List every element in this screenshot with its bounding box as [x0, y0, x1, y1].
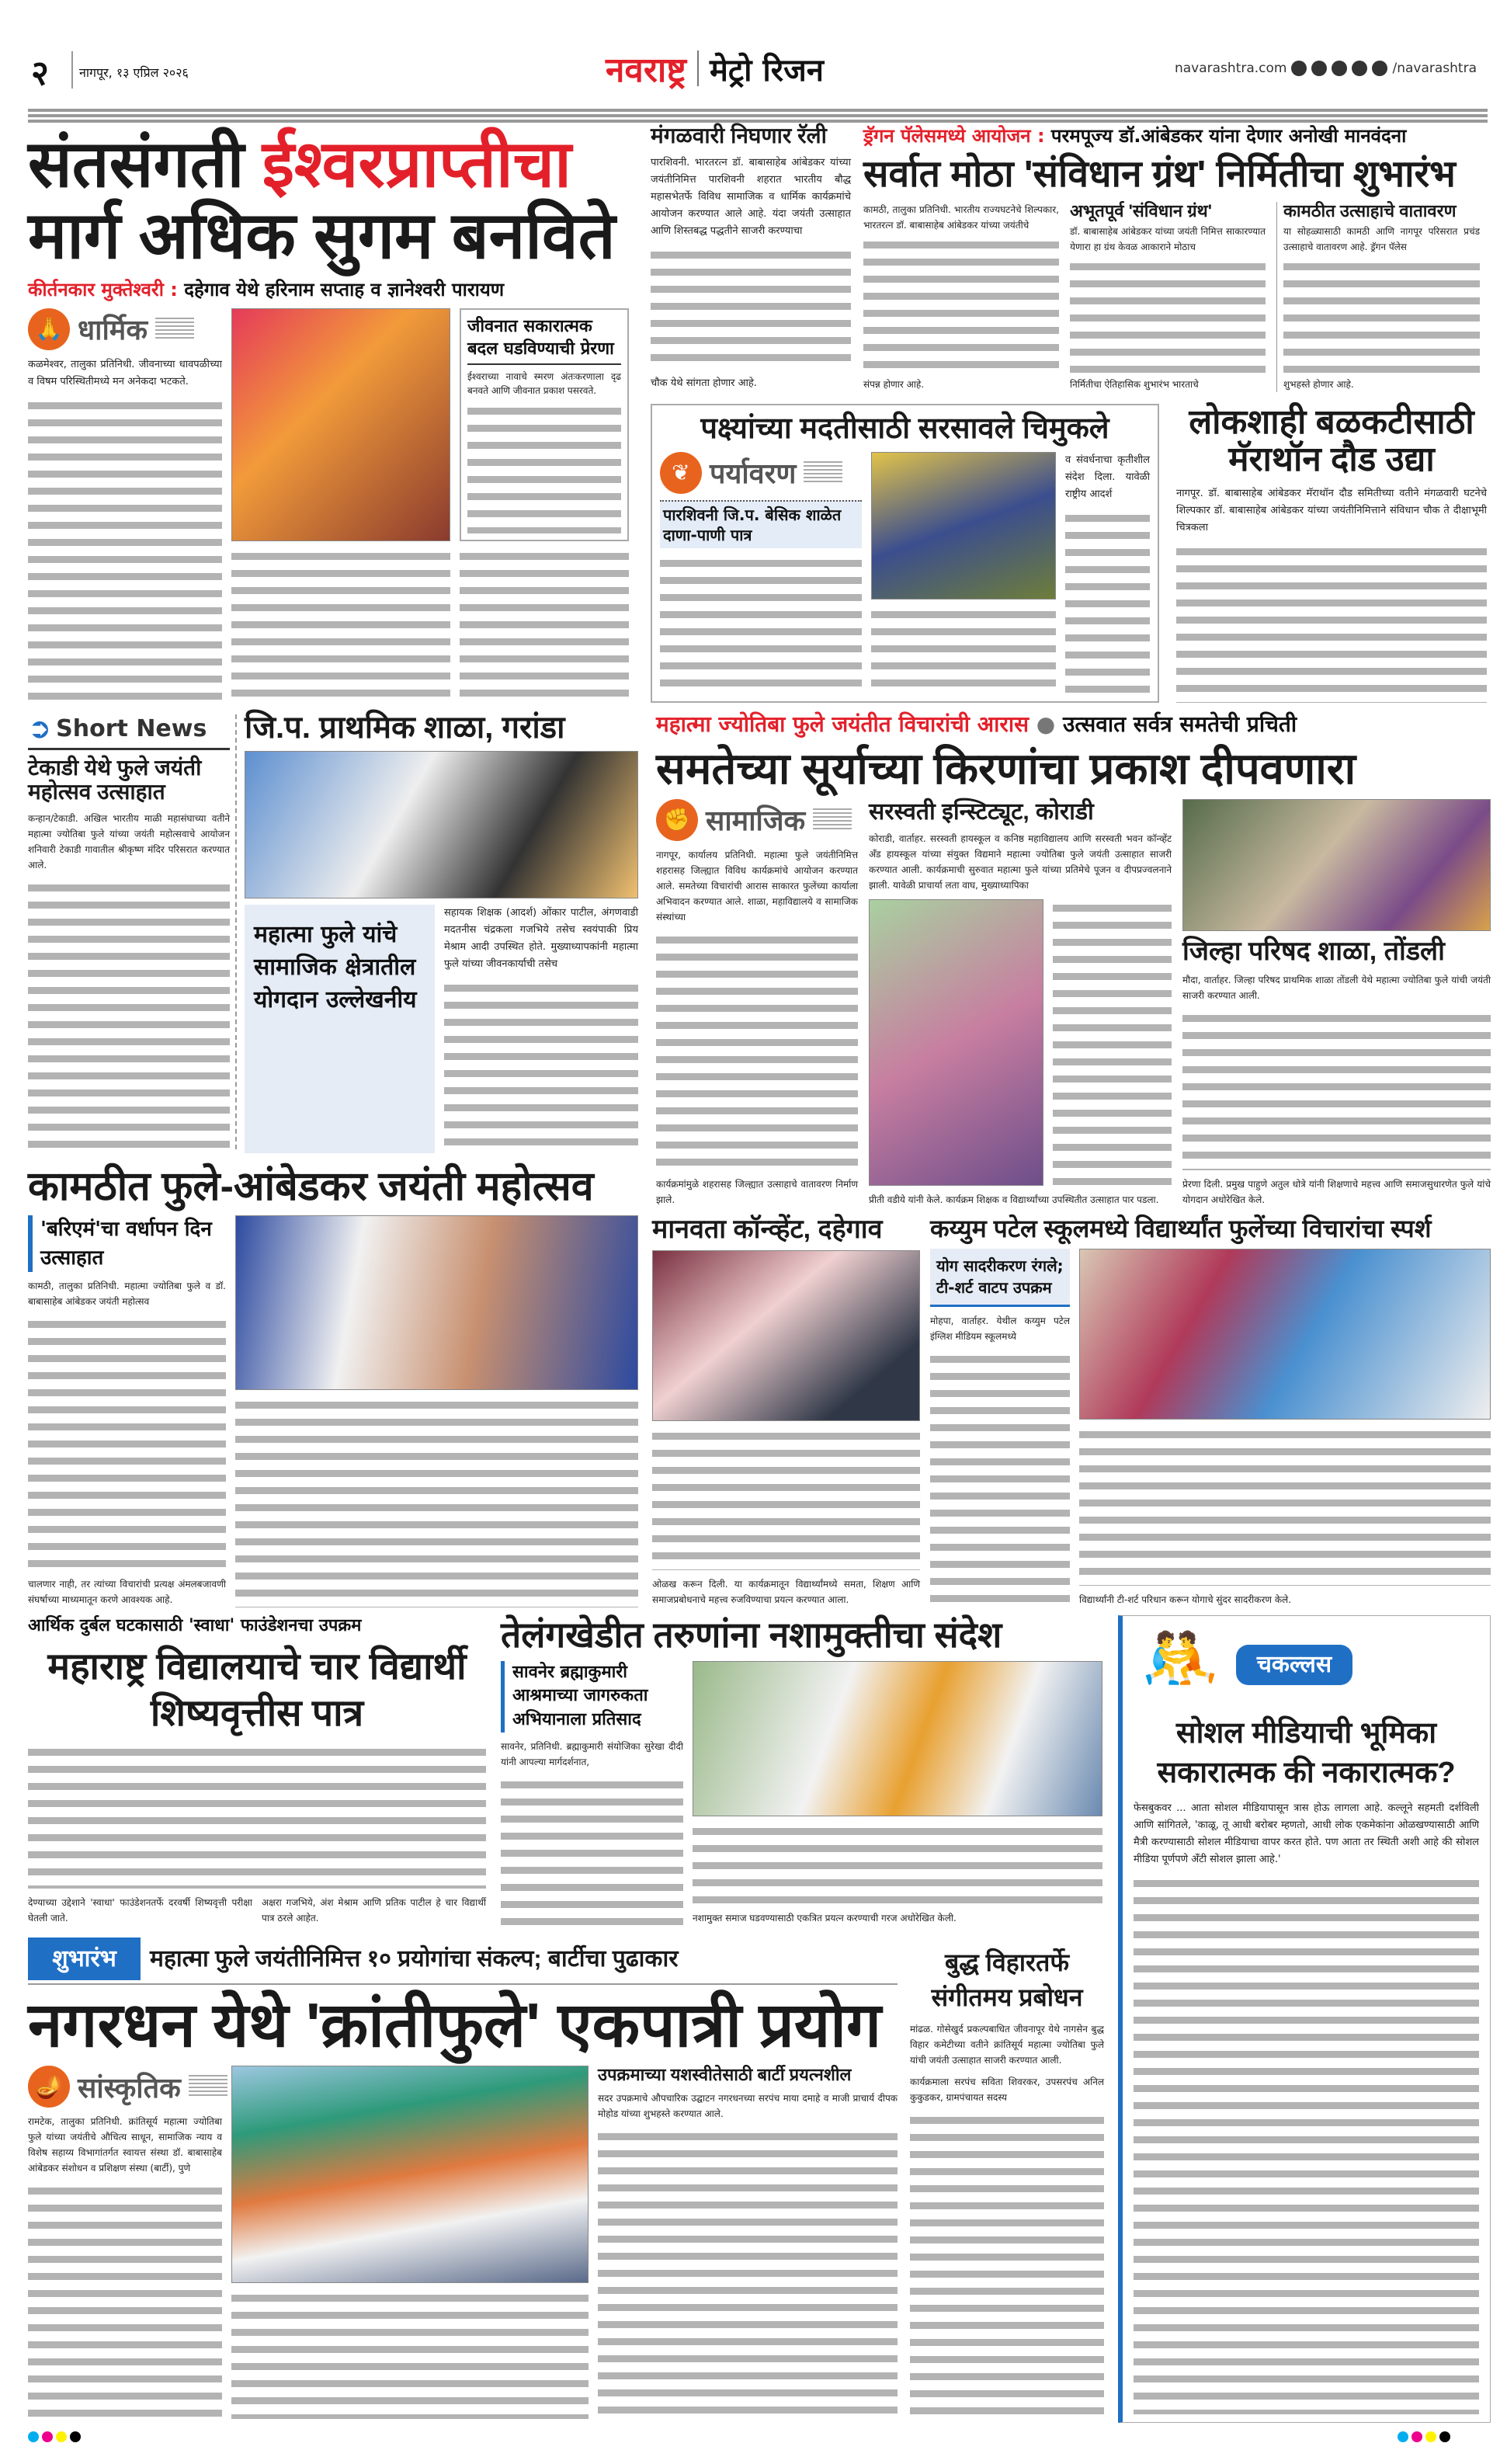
rally-text [651, 246, 851, 369]
nagardhan-body: रामटेक, तालुका प्रतिनिधी. क्रांतिसूर्य महात्मा ज्योतिबा फुले यांच्या जयंतीचे औचित्य साधून, सामाजिक न्याय व विशेष सहाय्य विभागांतर्गत स्वायत्त संस्था डॉ. बाबासाहेब आंबेडकर संशोधन व प्रशिक्षण संस्था (बार्टी), पुणे [28, 2116, 222, 2174]
kamthi-headline: कामठीत फुले-आंबेडकर जयंती महोत्सव [28, 1164, 594, 1209]
samvidhan-col3-end: शुभहस्ते होणार आहे. [1283, 379, 1354, 390]
garanda-box: महात्मा फुले यांचे सामाजिक क्षेत्रातील योगदान उल्लेखनीय [245, 905, 435, 1153]
kayyum-text-2 [1079, 1426, 1491, 1586]
instagram-icon[interactable] [1311, 61, 1327, 76]
manavata-photo [652, 1250, 920, 1421]
rally-body: पारशिवनी. भारतरत्न डॉ. बाबासाहेब आंबेडकर यांच्या जयंतीनिमित्त पारशिवनी शहरात भारतीय बौद्ध महासभेतर्फे विविध सामाजिक व धार्मिक कार्यक्रमांचे आयोजन करण्यात आले आहे. यंदा जयंती उत्साहात आणि शिस्तबद्ध पद्धतीने साजरी करण्याचा [651, 156, 851, 237]
x-icon[interactable] [1332, 61, 1347, 76]
garanda-story [245, 711, 638, 1153]
lead-body: कळमेश्वर, तालुका प्रतिनिधी. जीवनाच्या धावपळीच्या व विषम परिस्थितीमध्ये मन अनेकदा भटकते. [28, 358, 222, 387]
tondli-body: मौदा, वार्ताहर. जिल्हा परिषद प्राथमिक शाळा तोंडली येथे महात्मा ज्योतिबा फुले यांची जयंती साजरी करण्यात आली. [1182, 975, 1491, 1002]
divider [71, 51, 73, 89]
lead-sidebar-title: जीवनात सकारात्मक बदल घडविण्याची प्रेरणा [467, 316, 621, 365]
registration-marks [1398, 2431, 1453, 2445]
section-badge-samajik [656, 799, 858, 841]
lead-headline-line2: मार्ग अधिक सुगम बनविते [28, 199, 616, 273]
kayyum-box: योग सादरीकरण रंगले; टी-शर्ट वाटप उपक्रम [930, 1249, 1070, 1307]
lead-kicker-red: कीर्तनकार मुक्तेश्वरी : [28, 278, 178, 301]
chakallas-badge: चकल्लस [1236, 1645, 1352, 1685]
section-badge-paryavaran [660, 452, 862, 494]
barti-text [598, 2128, 898, 2419]
social-bar [1175, 61, 1477, 76]
samata-body: नागपूर, कार्यालय प्रतिनिधी. महात्मा फुले जयंतीनिमित्त शहरासह जिल्ह्यात विविध कार्यक्रमांचे आयोजन करण्यात आले. समतेच्या विचारांची आरास साकारत फुलेंच्या कार्याला अभिवादन करण्यात आले. शाळा, महाविद्यालये व सामाजिक संस्थांच्या [656, 849, 858, 923]
section-label: सांस्कृतिक [78, 2071, 181, 2104]
lead-sidebar [460, 308, 629, 541]
koradi-text [1053, 899, 1172, 1186]
garanda-headline: जि.प. प्राथमिक शाळा, गरांडा [245, 711, 565, 745]
telangkhedi-photo [693, 1661, 1102, 1816]
registration-marks [28, 2431, 84, 2445]
samata-body-end: कार्यक्रमांमुळे शहरासह जिल्ह्यात उत्साहाचे वातावरण निर्माण झाले. [656, 1179, 858, 1205]
nagardhan-story [28, 1937, 898, 2419]
scholarship-body: देण्याच्या उद्देशाने 'स्वाधा' फाउंडेशनतर्फे दरवर्षी शिष्यवृत्ती परीक्षा घेतली जाते. [28, 1897, 252, 1924]
lead-body-text-2 [231, 547, 450, 703]
samata-headline: समतेच्या सूर्याच्या किरणांचा प्रकाश दीपवणारा [656, 744, 1356, 794]
birds-text-2 [871, 606, 1056, 693]
samvidhan-col1-end: संपन्न होणार आहे. [863, 379, 925, 390]
kamthi-box: 'बरिएमं'चा वर्धापन दिन उत्साहात [28, 1215, 226, 1272]
section-badge-dharmik [28, 308, 222, 350]
leaf-icon: ❦ [660, 452, 702, 494]
kayyum-story [930, 1215, 1491, 1607]
edition-date: नागपूर, १३ एप्रिल २०२६ [79, 65, 189, 80]
section-badge-sanskritik [28, 2066, 222, 2108]
tondli-text [1182, 1010, 1491, 1170]
nagardhan-headline: नगरधन येथे 'क्रांतीफुले' एकपात्री प्रयोग [28, 1990, 882, 2059]
telangkhedi-story [501, 1615, 1102, 1926]
garanda-text [444, 979, 638, 1153]
lead-sidebar-text [467, 402, 621, 533]
samvidhan-col3-title: कामठीत उत्साहाचे वातावरण [1283, 200, 1457, 221]
short-news-text [28, 879, 230, 1148]
koradi-headline: सरस्वती इन्स्टिट्यूट, कोराडी [869, 798, 1094, 825]
samvidhan-kicker-text: परमपूज्य डॉ.आंबेडकर यांना देणार अनोखी मानवंदना [1050, 125, 1407, 147]
lead-headline [28, 128, 637, 272]
manavata-text [652, 1427, 920, 1570]
scholarship-body-2: अक्षरा गजभिये, अंश मेश्राम आणि प्रतिक पाटील हे चार विद्यार्थी पात्र ठरले आहेत. [262, 1897, 486, 1924]
samvidhan-kicker-red: ड्रॅगन पॅलेसमध्ये आयोजन : [863, 125, 1045, 147]
samvidhan-col1: कामठी, तालुका प्रतिनिधी. भारतीय राज्यघटनेचे शिल्पकार, भारतरत्न डॉ. बाबासाहेब आंबेडकर यांच्या जयंतीचे [863, 203, 1059, 231]
kayyum-text [930, 1350, 1070, 1607]
birds-photo [871, 452, 1056, 599]
marathon-headline: लोकशाही बळकटीसाठी मॅराथॉन दौड उद्या [1189, 403, 1474, 479]
kamthi-text-2 [235, 1396, 638, 1607]
tondli-headline: जिल्हा परिषद शाळा, तोंडली [1182, 936, 1445, 966]
buddha-story [910, 1945, 1104, 2419]
samvidhan-story [863, 124, 1491, 392]
samvidhan-col1-text [863, 236, 1059, 374]
marathon-story [1176, 404, 1487, 703]
samata-text [656, 931, 858, 1170]
short-news-label-text: Short News [56, 715, 207, 742]
lamp-icon: 🪔 [28, 2066, 70, 2108]
garanda-photo [245, 751, 638, 898]
lead-body-text-3 [460, 547, 629, 703]
manavata-body-end: ओळख करून दिली. या कार्यक्रमातून विद्यार्थ्यांमध्ये समता, शिक्षण आणि समाजप्रबोधनाचे महत्त्व रुजविण्याचा प्रयत्न करण्यात आला. [652, 1579, 920, 1605]
lead-kicker [28, 278, 637, 302]
lead-sidebar-body: ईश्वराच्या नावाचे स्मरण अंतःकरणाला दृढ बनवते आणि जीवनात प्रकाश पसरवते. [467, 371, 621, 397]
nagardhan-text [28, 2182, 222, 2419]
kayyum-photo [1079, 1249, 1491, 1420]
short-news-label [28, 713, 230, 750]
lead-headline-black: संतसंगती [28, 127, 245, 200]
section-label: सामाजिक [706, 805, 806, 837]
kamthi-text [28, 1315, 226, 1570]
chakallas-body: फेसबुकवर ... आता सोशल मीडियापासून त्रास होऊ लागला आहे. कल्लूने सहमती दर्शविली आणि सांगितले, 'काळू, तू आधी बरोबर म्हणतो, आधी लोक एकमेकांना ओळखण्यासाठी आणि मैत्री करण्यासाठी सोशल मीडियाचा वापर करत होते. पण आता तर स्थिती अशी आहे की सोशल मीडिया पूर्णपणे ॲंटी सोशल झाला आहे.' [1134, 1802, 1479, 1865]
samvidhan-headline: सर्वात मोठा 'संविधान ग्रंथ' निर्मितीचा शुभारंभ [863, 154, 1456, 196]
barti-subhead: उपक्रमाच्या यशस्वीतेसाठी बार्टी प्रयत्नशील [598, 2065, 852, 2084]
telangkhedi-box: सावनेर ब्रह्माकुमारी आश्रमाच्या जागरुकता अभियानाला प्रतिसाद [501, 1661, 683, 1732]
lead-kicker-text: दहेगाव येथे हरिनाम सप्ताह व ज्ञानेश्वरी पारायण [184, 278, 505, 301]
masthead [606, 45, 824, 92]
marathon-text [1176, 543, 1487, 703]
kayyum-headline: कय्युम पटेल स्कूलमध्ये विद्यार्थ्यांत फुलेंच्या विचारांचा स्पर्श [930, 1215, 1432, 1242]
section-label: पर्यावरण [710, 457, 797, 490]
logo: नवराष्ट्र [606, 50, 686, 90]
kamthi-body-end: चालणार नाही, तर त्यांच्या विचारांची प्रत्यक्ष अंमलबजावणी संघर्षाच्या माध्यमातून करणे आवश्यक आहे. [28, 1579, 226, 1605]
praying-hands-icon: 🙏 [28, 308, 70, 350]
scholarship-story [28, 1615, 486, 1926]
short-news [28, 713, 230, 1148]
manavata-headline: मानवता कॉन्व्हेंट, दहेगाव [652, 1215, 883, 1244]
buddha-body-2: कार्यक्रमाला सरपंच सविता शिवरकर, उपसरपंच अनिल कुकुडकर, ग्रामपंचायत सदस्य [910, 2076, 1104, 2103]
birds-text [660, 554, 862, 693]
nagardhan-text-2 [231, 2289, 589, 2419]
kamthi-photo [235, 1215, 638, 1390]
short-news-title: टेकाडी येथे फुले जयंती महोत्सव उत्साहात [28, 756, 202, 804]
manavata-story [652, 1215, 920, 1607]
tondli-body-end: प्रेरणा दिली. प्रमुख पाहुणे अतुल धोत्रे यांनी शिक्षणाचे महत्त्व आणि समाजसुधारणेत फुले यांचे योगदान अधोरेखित केले. [1182, 1179, 1491, 1205]
samvidhan-col3-text [1283, 258, 1480, 374]
koradi-photo [869, 899, 1043, 1186]
divider [235, 714, 237, 1149]
divider [697, 50, 699, 86]
rally-headline: मंगळवारी निघणार रॅली [651, 123, 827, 148]
lead-headline-red: ईश्वरप्राप्तीचा [262, 127, 571, 200]
chakallas-column [1118, 1615, 1491, 2423]
samvidhan-kicker [863, 124, 1491, 148]
short-news-body: कन्हान/टेकाडी. अखिल भारतीय माळी महासंघाच्या वतीने महात्मा ज्योतिबा फुले यांच्या जयंती महोत्सवाचे आयोजन शनिवारी टेकाडी गावातील श्रीकृष्ण मंदिर परिसरात करण्यात आले. [28, 812, 230, 871]
samvidhan-col3: या सोहळ्यासाठी कामठी आणि नागपूर परिसरात प्रचंड उत्साहाचे वातावरण आहे. ड्रॅगन पॅलेस [1283, 226, 1480, 253]
section-label: धार्मिक [78, 314, 148, 346]
website-link[interactable]: navarashtra.com [1174, 61, 1287, 76]
samvidhan-col2-end: निर्मितीचा ऐतिहासिक शुभारंभ भारताचे [1070, 379, 1199, 390]
social-handle[interactable]: /navarashtra [1392, 61, 1477, 76]
buddha-text [910, 2111, 1104, 2419]
nagardhan-kicker: महात्मा फुले जयंतीनिमित्त १० प्रयोगांचा संकल्प; बार्टीचा पुढाकार [150, 1946, 679, 1972]
kamthi-story [28, 1165, 638, 1607]
kayyum-body: मोहपा, वार्ताहर. येथील कय्युम पटेल इंग्लिश मीडियम स्कूलमध्ये [930, 1315, 1070, 1343]
edition-name: मेट्रो रिजन [709, 52, 824, 89]
samata-kicker [656, 711, 1491, 739]
scholarship-headline: महाराष्ट्र विद्यालयाचे चार विद्यार्थी शिष्यवृत्तीस पात्र [47, 1646, 467, 1734]
marathon-body: नागपूर. डॉ. बाबासाहेब आंबेडकर मॅराथॉन दौड समितीच्या वतीने मंगळवारी घटनेचे शिल्पकार डॉ. बाबासाहेब आंबेडकर यांच्या जयंतीनिमित्ताने संविधान चौक ते दीक्षाभूमी चित्रकला [1176, 487, 1487, 533]
birds-text-3 [1065, 509, 1150, 693]
scholarship-text [28, 1743, 486, 1889]
youtube-icon[interactable] [1352, 61, 1367, 76]
telangkhedi-body: सावनेर, प्रतिनिधी. ब्रह्माकुमारी संयोजिका सुरेखा दीदी यांनी आपल्या मार्गदर्शनात, [501, 1740, 683, 1767]
chakallas-text [1134, 1875, 1479, 2414]
threads-icon[interactable] [1372, 61, 1387, 76]
buddha-body: मांढळ. गोसेखुर्द प्रकल्पबाधित जीवनापूर येथे नागसेन बुद्ध विहार कमेटीच्या वतीने क्रांतिसूर्य महात्मा ज्योतिबा फुले यांची जयंती उत्साहात साजरी करण्यात आली. [910, 2023, 1104, 2066]
facebook-icon[interactable] [1291, 61, 1307, 76]
samvidhan-col2: डॉ. बाबासाहेब आंबेडकर यांच्या जयंती निमित्त साकारण्यात येणारा हा ग्रंथ केवळ आकाराने मोठाच [1070, 226, 1266, 253]
koradi-body-end: प्रीती वडीये यांनी केले. कार्यक्रम शिक्षक व विद्यार्थ्यांच्या उपस्थितीत उत्साहात पार पडला. [869, 1194, 1159, 1205]
kayyum-body-end: विद्यार्थ्यांनी टी-शर्ट परिधान करून योगाचे सुंदर सादरीकरण केले. [1079, 1594, 1292, 1605]
telangkhedi-text-2 [693, 1823, 1102, 1904]
buddha-headline: बुद्ध विहारतर्फे संगीतमय प्रबोधन [931, 1948, 1083, 2011]
samata-story [656, 711, 1491, 1208]
garanda-body: सहायक शिक्षक (आदर्श) ओंकार पाटील, अंगणवाडी मदतनीस चंद्रकला गजभिये तसेच स्वयंपाकी प्रिय मेश्राम आदी उपस्थित होते. मुख्याध्यापकांनी महात्मा फुले यांच्या जीवनकार्याची तसेच [444, 907, 638, 970]
birds-story [651, 404, 1159, 703]
samvidhan-col2-text [1070, 258, 1266, 374]
lead-story [28, 128, 637, 703]
telangkhedi-text [501, 1776, 683, 1926]
kamthi-body: कामठी, तालुका प्रतिनिधी. महात्मा ज्योतिबा फुले व डॉ. बाबासाहेब आंबेडकर जयंती महोत्सव [28, 1280, 226, 1307]
birds-subhead: पारशिवनी जि.प. बेसिक शाळेत दाणा-पाणी पात्र [660, 500, 862, 548]
koradi-body: कोराडी, वार्ताहर. सरस्वती हायस्कूल व कनिष्ठ महाविद्यालय आणि सरस्वती भवन कॉन्व्हेंट ॲंड हायस्कूल यांच्या संयुक्त विद्यमाने महात्मा ज्योतिबा फुले जयंती उत्साहात साजरी करण्यात आली. कार्यक्रमाची सुरुवात महात्मा फुले यांच्या प्रतिमेचे पूजन व दीपप्रज्वलनाने झाली. यावेळी प्राचार्या लता वाघ, मुख्याध्यापिका [869, 832, 1172, 891]
samvidhan-col2-title: अभूतपूर्व 'संविधान ग्रंथ' [1070, 200, 1212, 221]
lead-photo [231, 308, 450, 541]
samata-kicker-red: महात्मा ज्योतिबा फुले जयंतीत विचारांची आरास [656, 711, 1030, 737]
nagardhan-photo [231, 2066, 589, 2283]
chakallas-headline: सोशल मीडियाची भूमिका सकारात्मक की नकारात्मक? [1157, 1717, 1456, 1790]
samajik-icon: ✊ [656, 799, 698, 841]
cartoon-icon: 🤼 [1141, 1622, 1219, 1694]
barti-body: सदर उपक्रमाचे औपचारिक उद्घाटन नगरधनच्या सरपंच माया दमाहे व माजी प्राचार्य दीपक मोहोड यांच्या शुभहस्ते करण्यात आले. [598, 2093, 898, 2120]
birds-headline: पक्ष्यांच्या मदतीसाठी सरसावले चिमुकले [700, 412, 1109, 445]
rally-end: चौक येथे सांगता होणार आहे. [651, 377, 757, 389]
shubharambh-tab: शुभारंभ [28, 1937, 141, 1980]
lead-body-text [28, 397, 222, 703]
telangkhedi-body-end: नशामुक्त समाज घडवण्यासाठी एकत्रित प्रयत्न करण्याची गरज अधोरेखित केली. [693, 1913, 957, 1924]
tondli-photo [1182, 799, 1491, 931]
rally-story [651, 124, 851, 392]
telangkhedi-headline: तेलंगखेडीत तरुणांना नशामुक्तीचा संदेश [501, 1614, 1002, 1655]
arrow-icon: ➲ [28, 713, 52, 745]
page-number: २ [31, 54, 49, 93]
scholarship-kicker: आर्थिक दुर्बल घटकासाठी 'स्वाधा' फाउंडेशनचा उपक्रम [28, 1616, 362, 1635]
samata-kicker-text: उत्सवात सर्वत्र समतेची प्रचिती [1062, 711, 1297, 737]
header-rule [28, 109, 1488, 123]
birds-body: व संवर्धनाचा कृतीशील संदेश दिला. यावेळी राष्ट्रीय आदर्श [1065, 454, 1150, 500]
bullet-icon: ● [1036, 711, 1056, 737]
